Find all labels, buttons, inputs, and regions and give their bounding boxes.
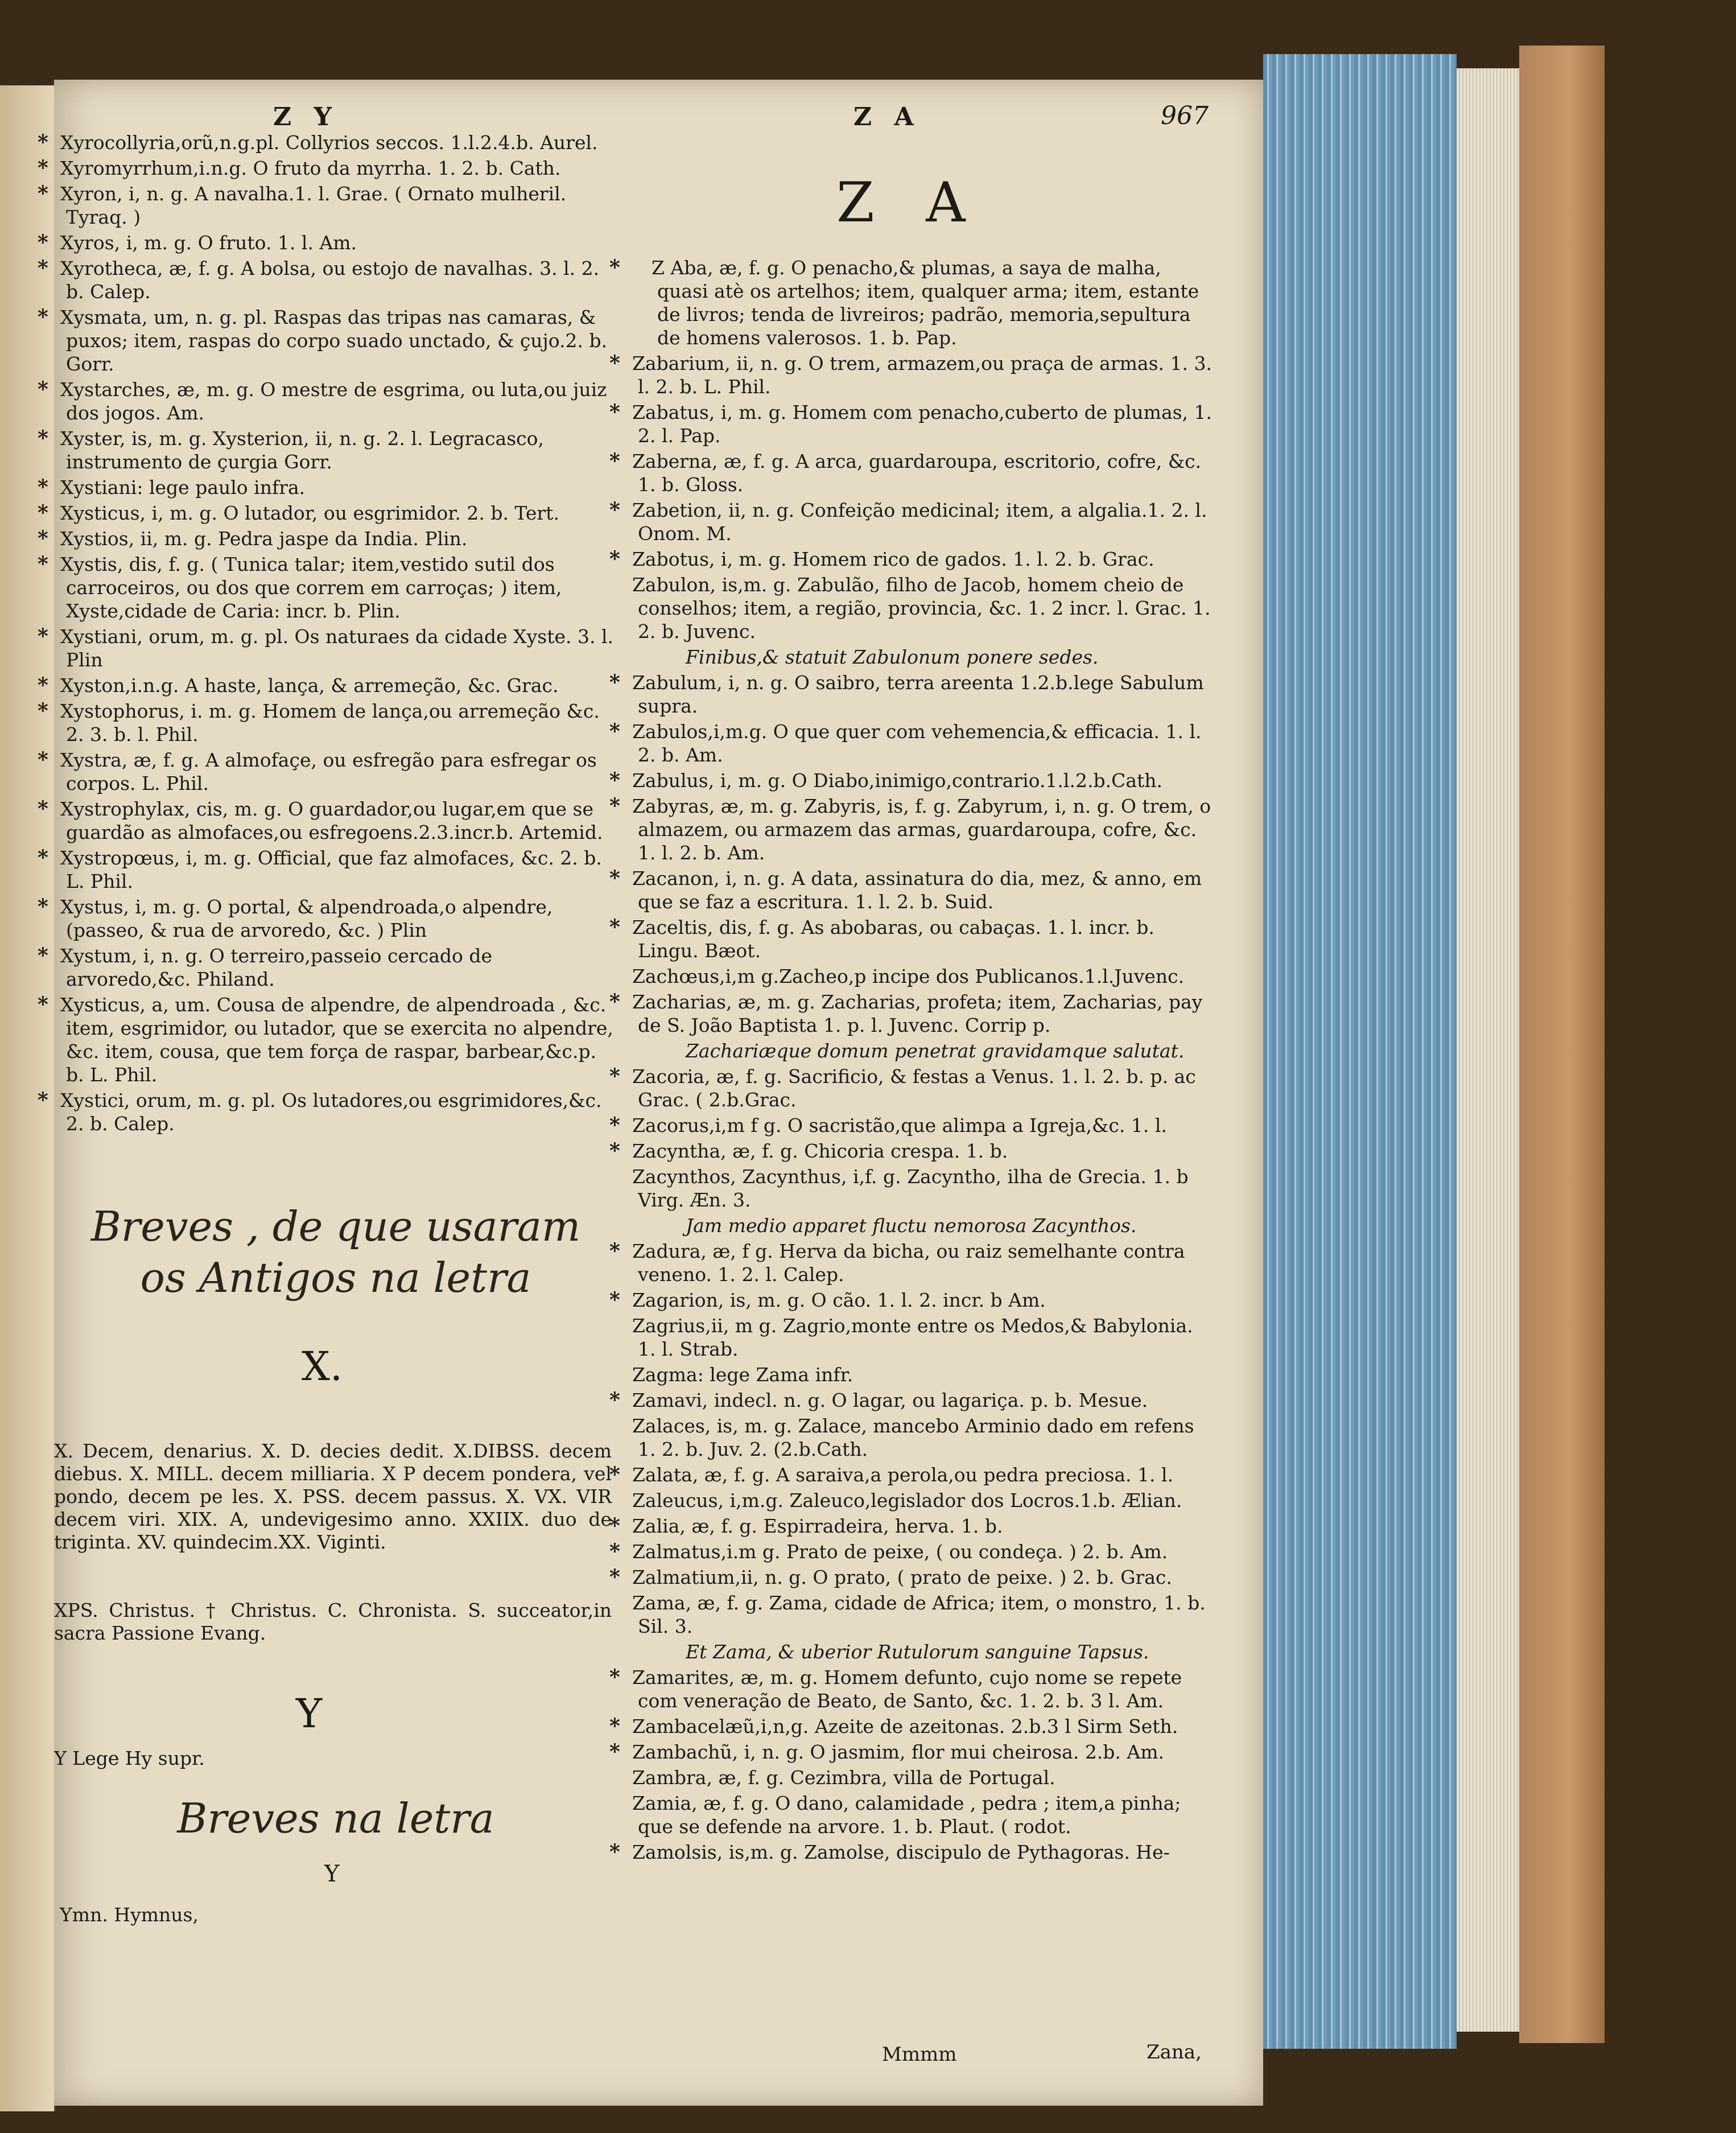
left-entry: * Xystophorus, i. m. g. Homem de lança,ou arremeção &c. 2. 3. b. l. Phil.	[46, 699, 620, 746]
x-abbreviations-paragraph: X. Decem, denarius. X. D. decies dedit. X.DIBSS. decem diebus. X. MILL. decem milliaria. X P decem pondera, vel pondo, decem pe les. X. PSS. decem passus. X. VX. VIR decem viri. XIX. A, undevigesimo anno. XXIIX. duo de triginta. XV. quindecim.XX. Viginti.	[54, 1440, 612, 1553]
right-entry: * Zabulos,i,m.g. O que quer com vehemencia,& efficacia. 1. l. 2. b. Am.	[617, 720, 1215, 767]
signature-mark: Mmmm	[882, 2043, 957, 2066]
left-entry: * Xyrotheca, æ, f. g. A bolsa, ou estojo de navalhas. 3. l. 2. b. Calep.	[46, 257, 620, 303]
quotation-line: Finibus,& statuit Zabulonum ponere sedes.	[686, 646, 1099, 668]
left-column	[46, 131, 620, 1138]
right-entry: * Zabatus, i, m. g. Homem com penacho,cuberto de plumas, 1. 2. l. Pap.	[617, 401, 1215, 447]
y-line: Y Lege Hy supr.	[54, 1747, 205, 1769]
right-entry: Zamia, æ, f. g. O dano, calamidade , pedra ; item,a pinha; que se defende na arvore. 1. b. Plaut. ( rodot.	[632, 1792, 1181, 1838]
right-entry: * Zacyntha, æ, f. g. Chicoria crespa. 1. b.	[617, 1139, 1215, 1163]
right-entry: * Zaceltis, dis, f. g. As abobaras, ou cabaças. 1. l. incr. b. Lingu. Bæot.	[617, 916, 1215, 962]
right-entry: * Zalmatium,ii, n. g. O prato, ( prato de peixe. ) 2. b. Grac.	[617, 1566, 1215, 1589]
right-column	[617, 256, 1215, 1866]
right-entry: Zambra, æ, f. g. Cezimbra, villa de Portugal.	[632, 1766, 1055, 1789]
right-entry: * Zabotus, i, m. g. Homem rico de gados. 1. l. 2. b. Grac.	[617, 547, 1215, 571]
left-entry: * Xyron, i, n. g. A navalha.1. l. Grae. ( Ornato mulheril. Tyraq. )	[46, 182, 620, 229]
book-cover-right	[1519, 46, 1605, 2043]
running-head-left: Z Y	[273, 102, 339, 131]
right-entry: * Zacanon, i, n. g. A data, assinatura do dia, mez, & anno, em que se faz a escritura. 1. l. 2. b. Suid.	[617, 867, 1215, 913]
right-entry: * Zaberna, æ, f. g. A arca, guardaroupa, escritorio, cofre, &c. 1. b. Gloss.	[617, 450, 1215, 496]
left-entry: * Xysmata, um, n. g. pl. Raspas das tripas nas camaras, & puxos; item, raspas do corpo suado unctado, & çujo.2. b. Gorr.	[46, 306, 620, 376]
left-entry: * Xystum, i, n. g. O terreiro,passeio cercado de arvoredo,&c. Philand.	[46, 944, 620, 991]
right-entry: * Zacorus,i,m f g. O sacristão,que alimpa a Igreja,&c. 1. l.	[617, 1114, 1215, 1137]
left-entry: * Xystrophylax, cis, m. g. O guardador,ou lugar,em que se guardão as almofaces,ou esfregoens.2.3.incr.b. Artemid.	[46, 797, 620, 844]
right-entry: Zabulon, is,m. g. Zabulão, filho de Jacob, homem cheio de conselhos; item, a região, provincia, &c. 1. 2 incr. l. Grac. 1. 2. b. Juvenc.	[632, 574, 1211, 643]
page-block-edge-light	[1457, 68, 1519, 2032]
left-entry: * Xystiani, orum, m. g. pl. Os naturaes da cidade Xyste. 3. l. Plin	[46, 625, 620, 672]
right-entry: * Zabetion, ii, n. g. Confeição medicinal; item, a algalia.1. 2. l. Onom. M.	[617, 499, 1215, 545]
y-example: Ymn. Hymnus,	[60, 1904, 199, 1926]
right-entry: * Zadura, æ, f g. Herva da bicha, ou raiz semelhante contra veneno. 1. 2. l. Calep.	[617, 1240, 1215, 1286]
right-entry: * Zabulum, i, n. g. O saibro, terra areenta 1.2.b.lege Sabulum supra.	[617, 671, 1215, 718]
left-entry: * Xyrocollyria,orũ,n.g.pl. Collyrios seccos. 1.l.2.4.b. Aurel.	[46, 131, 620, 154]
section-title: Z A	[836, 171, 983, 234]
left-entry: * Xystis, dis, f. g. ( Tunica talar; item,vestido sutil dos carroceiros, ou dos que correm em carroças; ) item, Xyste,cidade de Caria: incr. b. Plin.	[46, 553, 620, 623]
right-entry: * Zambachũ, i, n. g. O jasmim, flor mui cheirosa. 2.b. Am.	[617, 1740, 1215, 1764]
right-entry: * Zambacelæũ,i,n,g. Azeite de azeitonas. 2.b.3 l Sirm Seth.	[617, 1715, 1215, 1738]
page-block-edge	[1263, 54, 1457, 2049]
left-entry: * Xystiani: lege paulo infra.	[46, 476, 620, 499]
breves-x-title: Breves , de que usaram os Antigos na letra	[90, 1203, 581, 1302]
right-entry: * Zamolsis, is,m. g. Zamolse, discipulo de Pythagoras. He-	[617, 1840, 1215, 1864]
right-entry: * Zacharias, æ, m. g. Zacharias, profeta; item, Zacharias, pay de S. João Baptista 1. p. l. Juvenc. Corrip p.	[617, 990, 1215, 1037]
left-entry: * Xyromyrrhum,i.n.g. O fruto da myrrha. 1. 2. b. Cath.	[46, 157, 620, 180]
right-entry: * Zacoria, æ, f. g. Sacrificio, & festas a Venus. 1. l. 2. b. p. ac Grac. ( 2.b.Grac.	[617, 1065, 1215, 1111]
right-entry: * Z Aba, æ, f. g. O penacho,& plumas, a saya de malha, quasi atè os artelhos; item, qualquer arma; item, estante de livros; tenda de livreiros; padrão, memoria,sepultura de homens valerosos. 1. b. Pap.	[617, 256, 1215, 349]
right-entry: * Zalata, æ, f. g. A saraiva,a perola,ou pedra preciosa. 1. l.	[617, 1463, 1215, 1486]
right-entry: Zagma: lege Zama infr.	[632, 1364, 853, 1386]
right-entry: * Zalia, æ, f. g. Espirradeira, herva. 1. b.	[617, 1514, 1215, 1538]
left-entry: * Xystici, orum, m. g. pl. Os lutadores,ou esgrimidores,&c. 2. b. Calep.	[46, 1089, 620, 1135]
left-entry: * Xystus, i, m. g. O portal, & alpendroada,o alpendre,(passeo, & rua de arvoredo, &c. ) Plin	[46, 895, 620, 942]
quotation-line: Et Zama, & uberior Rutulorum sanguine Tapsus.	[686, 1641, 1149, 1663]
right-entry: Zaleucus, i,m.g. Zaleuco,legislador dos Locros.1.b. Ælian.	[632, 1489, 1182, 1512]
letter-x-heading: X.	[302, 1343, 343, 1390]
letter-y-heading: Y	[296, 1690, 323, 1737]
left-entry: * Xyston,i.n.g. A haste, lança, & arremeção, &c. Grac.	[46, 674, 620, 697]
right-entry: * Zabarium, ii, n. g. O trem, armazem,ou praça de armas. 1. 3. l. 2. b. L. Phil.	[617, 352, 1215, 398]
catchword: Zana,	[1147, 2041, 1202, 2064]
right-entry: Zama, æ, f. g. Zama, cidade de Africa; item, o monstro, 1. b. Sil. 3.	[632, 1592, 1206, 1637]
left-entry: * Xystra, æ, f. g. A almofaçe, ou esfregão para esfregar os corpos. L. Phil.	[46, 748, 620, 795]
right-entry: * Zagarion, is, m. g. O cão. 1. l. 2. incr. b Am.	[617, 1288, 1215, 1312]
right-entry: * Zabulus, i, m. g. O Diabo,inimigo,contrario.1.l.2.b.Cath.	[617, 769, 1215, 792]
running-head-center: Z A	[853, 102, 921, 131]
page-number: 967	[1161, 101, 1209, 130]
right-entry: * Zabyras, æ, m. g. Zabyris, is, f. g. Zabyrum, i, n. g. O trem, o almazem, ou armazem das armas, guardaroupa, cofre, &c. 1. l. 2. b. Am.	[617, 794, 1215, 864]
right-entry: Zachœus,i,m g.Zacheo,p incipe dos Publicanos.1.l.Juvenc.	[632, 965, 1185, 987]
right-entry: * Zamarites, æ, m. g. Homem defunto, cujo nome se repete com veneração de Beato, de Santo, &c. 1. 2. b. 3 l. Am.	[617, 1666, 1215, 1712]
left-entry: * Xyster, is, m. g. Xysterion, ii, n. g. 2. l. Legracasco, instrumento de çurgia Gorr.	[46, 427, 620, 473]
right-entry: * Zalmatus,i.m g. Prato de peixe, ( ou condeça. ) 2. b. Am.	[617, 1540, 1215, 1563]
left-entry: * Xystios, ii, m. g. Pedra jaspe da India. Plin.	[46, 527, 620, 550]
quotation-line: Jam medio apparet fluctu nemorosa Zacynthos.	[686, 1214, 1137, 1237]
left-entry: * Xysticus, i, m. g. O lutador, ou esgrimidor. 2. b. Tert.	[46, 501, 620, 525]
right-entry: Zacynthos, Zacynthus, i,f. g. Zacyntho, ilha de Grecia. 1. b Virg. Æn. 3.	[632, 1166, 1189, 1211]
breves-y-title: Breves na letra	[177, 1794, 494, 1842]
right-entry: Zagrius,ii, m g. Zagrio,monte entre os Medos,& Babylonia. 1. l. Strab.	[632, 1315, 1193, 1360]
letter-y-small: Y	[324, 1861, 340, 1887]
right-entry: * Zamavi, indecl. n. g. O lagar, ou lagariça. p. b. Mesue.	[617, 1389, 1215, 1412]
right-entry: Zalaces, is, m. g. Zalace, mancebo Arminio dado em refens 1. 2. b. Juv. 2. (2.b.Cath.	[632, 1415, 1194, 1460]
left-entry: * Xysticus, a, um. Cousa de alpendre, de alpendroada , &c. item, esgrimidor, ou lutador, que se exercita no alpendre, &c. item, cousa, que tem força de raspar, barbear,&c.p. b. L. Phil.	[46, 993, 620, 1086]
left-entry: * Xystropœus, i, m. g. Official, que faz almofaces, &c. 2. b. L. Phil.	[46, 846, 620, 893]
left-entry: * Xyros, i, m. g. O fruto. 1. l. Am.	[46, 231, 620, 254]
quotation-line: Zachariæque domum penetrat gravidamque salutat.	[686, 1040, 1185, 1062]
x-abbreviations-paragraph-2: XPS. Christus. † Christus. C. Chronista. S. succeator,in sacra Passione Evang.	[54, 1599, 612, 1644]
left-entry: * Xystarches, æ, m. g. O mestre de esgrima, ou luta,ou juiz dos jogos. Am.	[46, 378, 620, 425]
